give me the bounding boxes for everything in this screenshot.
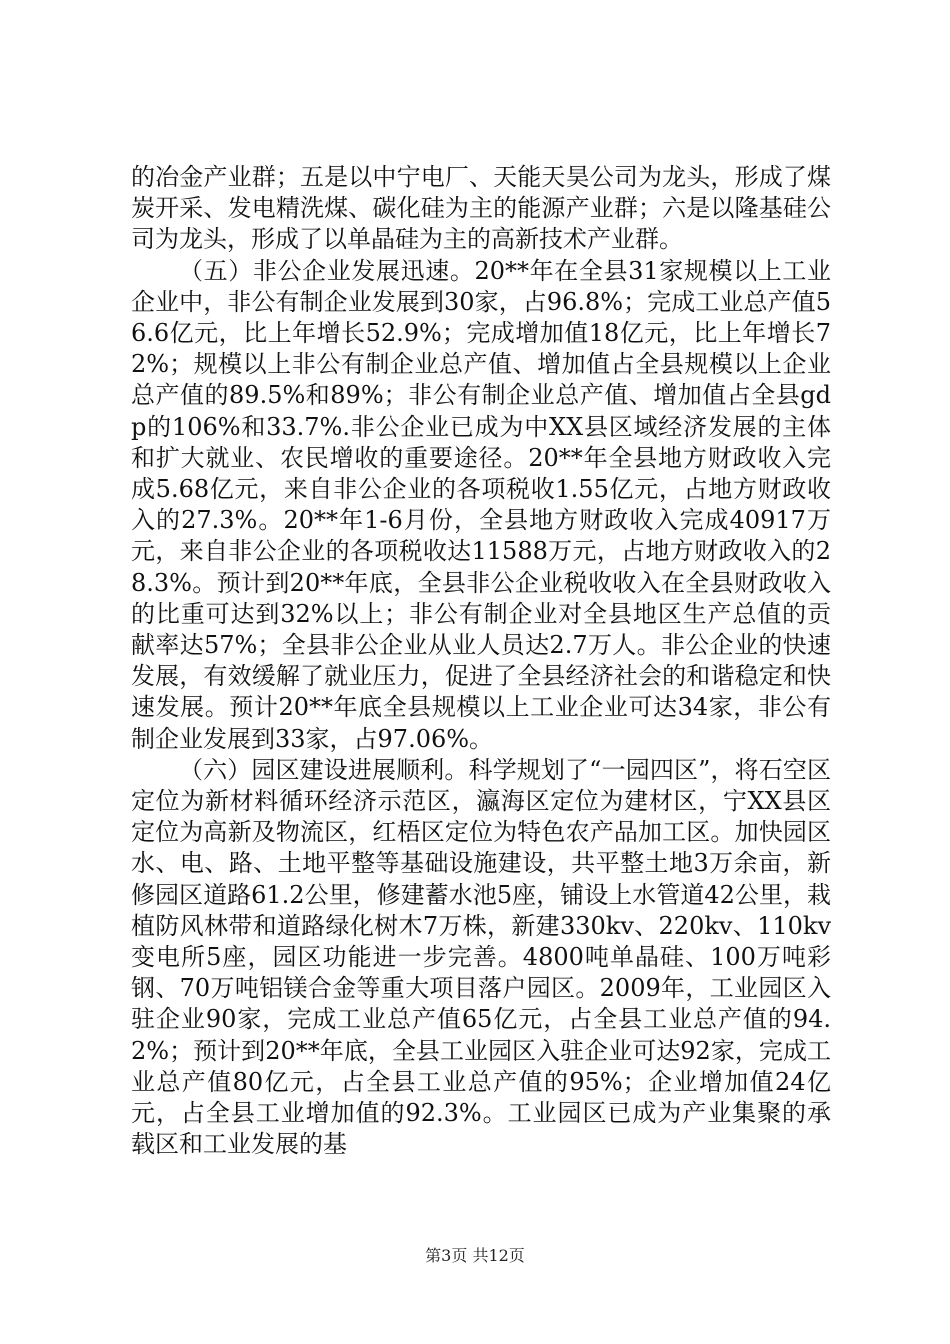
paragraph-industrial-park: （六）园区建设进展顺利。科学规划了“一园四区”，将石空区定位为新材料循环经济示范区，瀛海区定位为建材区，宁XX县区定位为高新及物流区，红梧区定位为特色农产品加工区。加快园区水、电、路、土地平整等基础设施建设，共平整土地3万余亩，新修园区道路61.2公里，修建蓄水池5座，铺设上水管道42公里，栽植防风林带和道路绿化树木7万株，新建330kv、220kv、110kv变电所5座，园区功能进一步完善。4800吨单晶硅、100万吨彩钢、70万吨铝镁合金等重大项目落户园区。2009年，工业园区入驻企业90家，完成工业总产值65亿元，占全县工业总产值的94.2%；预计到20**年底，全县工业园区入驻企业可达92家，完成工业总产值80亿元，占全县工业总产值的95%；企业增加值24亿元，占全县工业增加值的92.3%。工业园区已成为产业集聚的承载区和工业发展的基 [131,755,831,1159]
document-body [131,162,831,1161]
paragraph-continuation: 的冶金产业群；五是以中宁电厂、天能天昊公司为龙头，形成了煤炭开采、发电精洗煤、碳化硅为主的能源产业群；六是以隆基硅公司为龙头，形成了以单晶硅为主的高新技术产业群。 [131,163,831,254]
paragraph-private-enterprise: （五）非公企业发展迅速。20**年在全县31家规模以上工业企业中，非公有制企业发展到30家，占96.8%；完成工业总产值56.6亿元，比上年增长52.9%；完成增加值18亿元，比上年增长72%；规模以上非公有制企业总产值、增加值占全县规模以上企业总产值的89.5%和89%；非公有制企业总产值、增加值占全县gdp的106%和33.7%.非公企业已成为中XX县区域经济发展的主体和扩大就业、农民增收的重要途径。20**年全县地方财政收入完成5.68亿元，来自非公企业的各项税收1.55亿元，占地方财政收入的27.3%。20**年1-6月份，全县地方财政收入完成40917万元，来自非公企业的各项税收达11588万元，占地方财政收入的28.3%。预计到20**年底，全县非公企业税收收入在全县财政收入的比重可达到32%以上；非公有制企业对全县地区生产总值的贡献率达57%；全县非公企业从业人员达2.7万人。非公企业的快速发展，有效缓解了就业压力，促进了全县经济社会的和谐稳定和快速发展。预计20**年底全县规模以上工业企业可达34家，非公有制企业发展到33家，占97.06%。 [131,256,831,753]
page-number-footer: 第3页 共12页 [425,1246,525,1265]
